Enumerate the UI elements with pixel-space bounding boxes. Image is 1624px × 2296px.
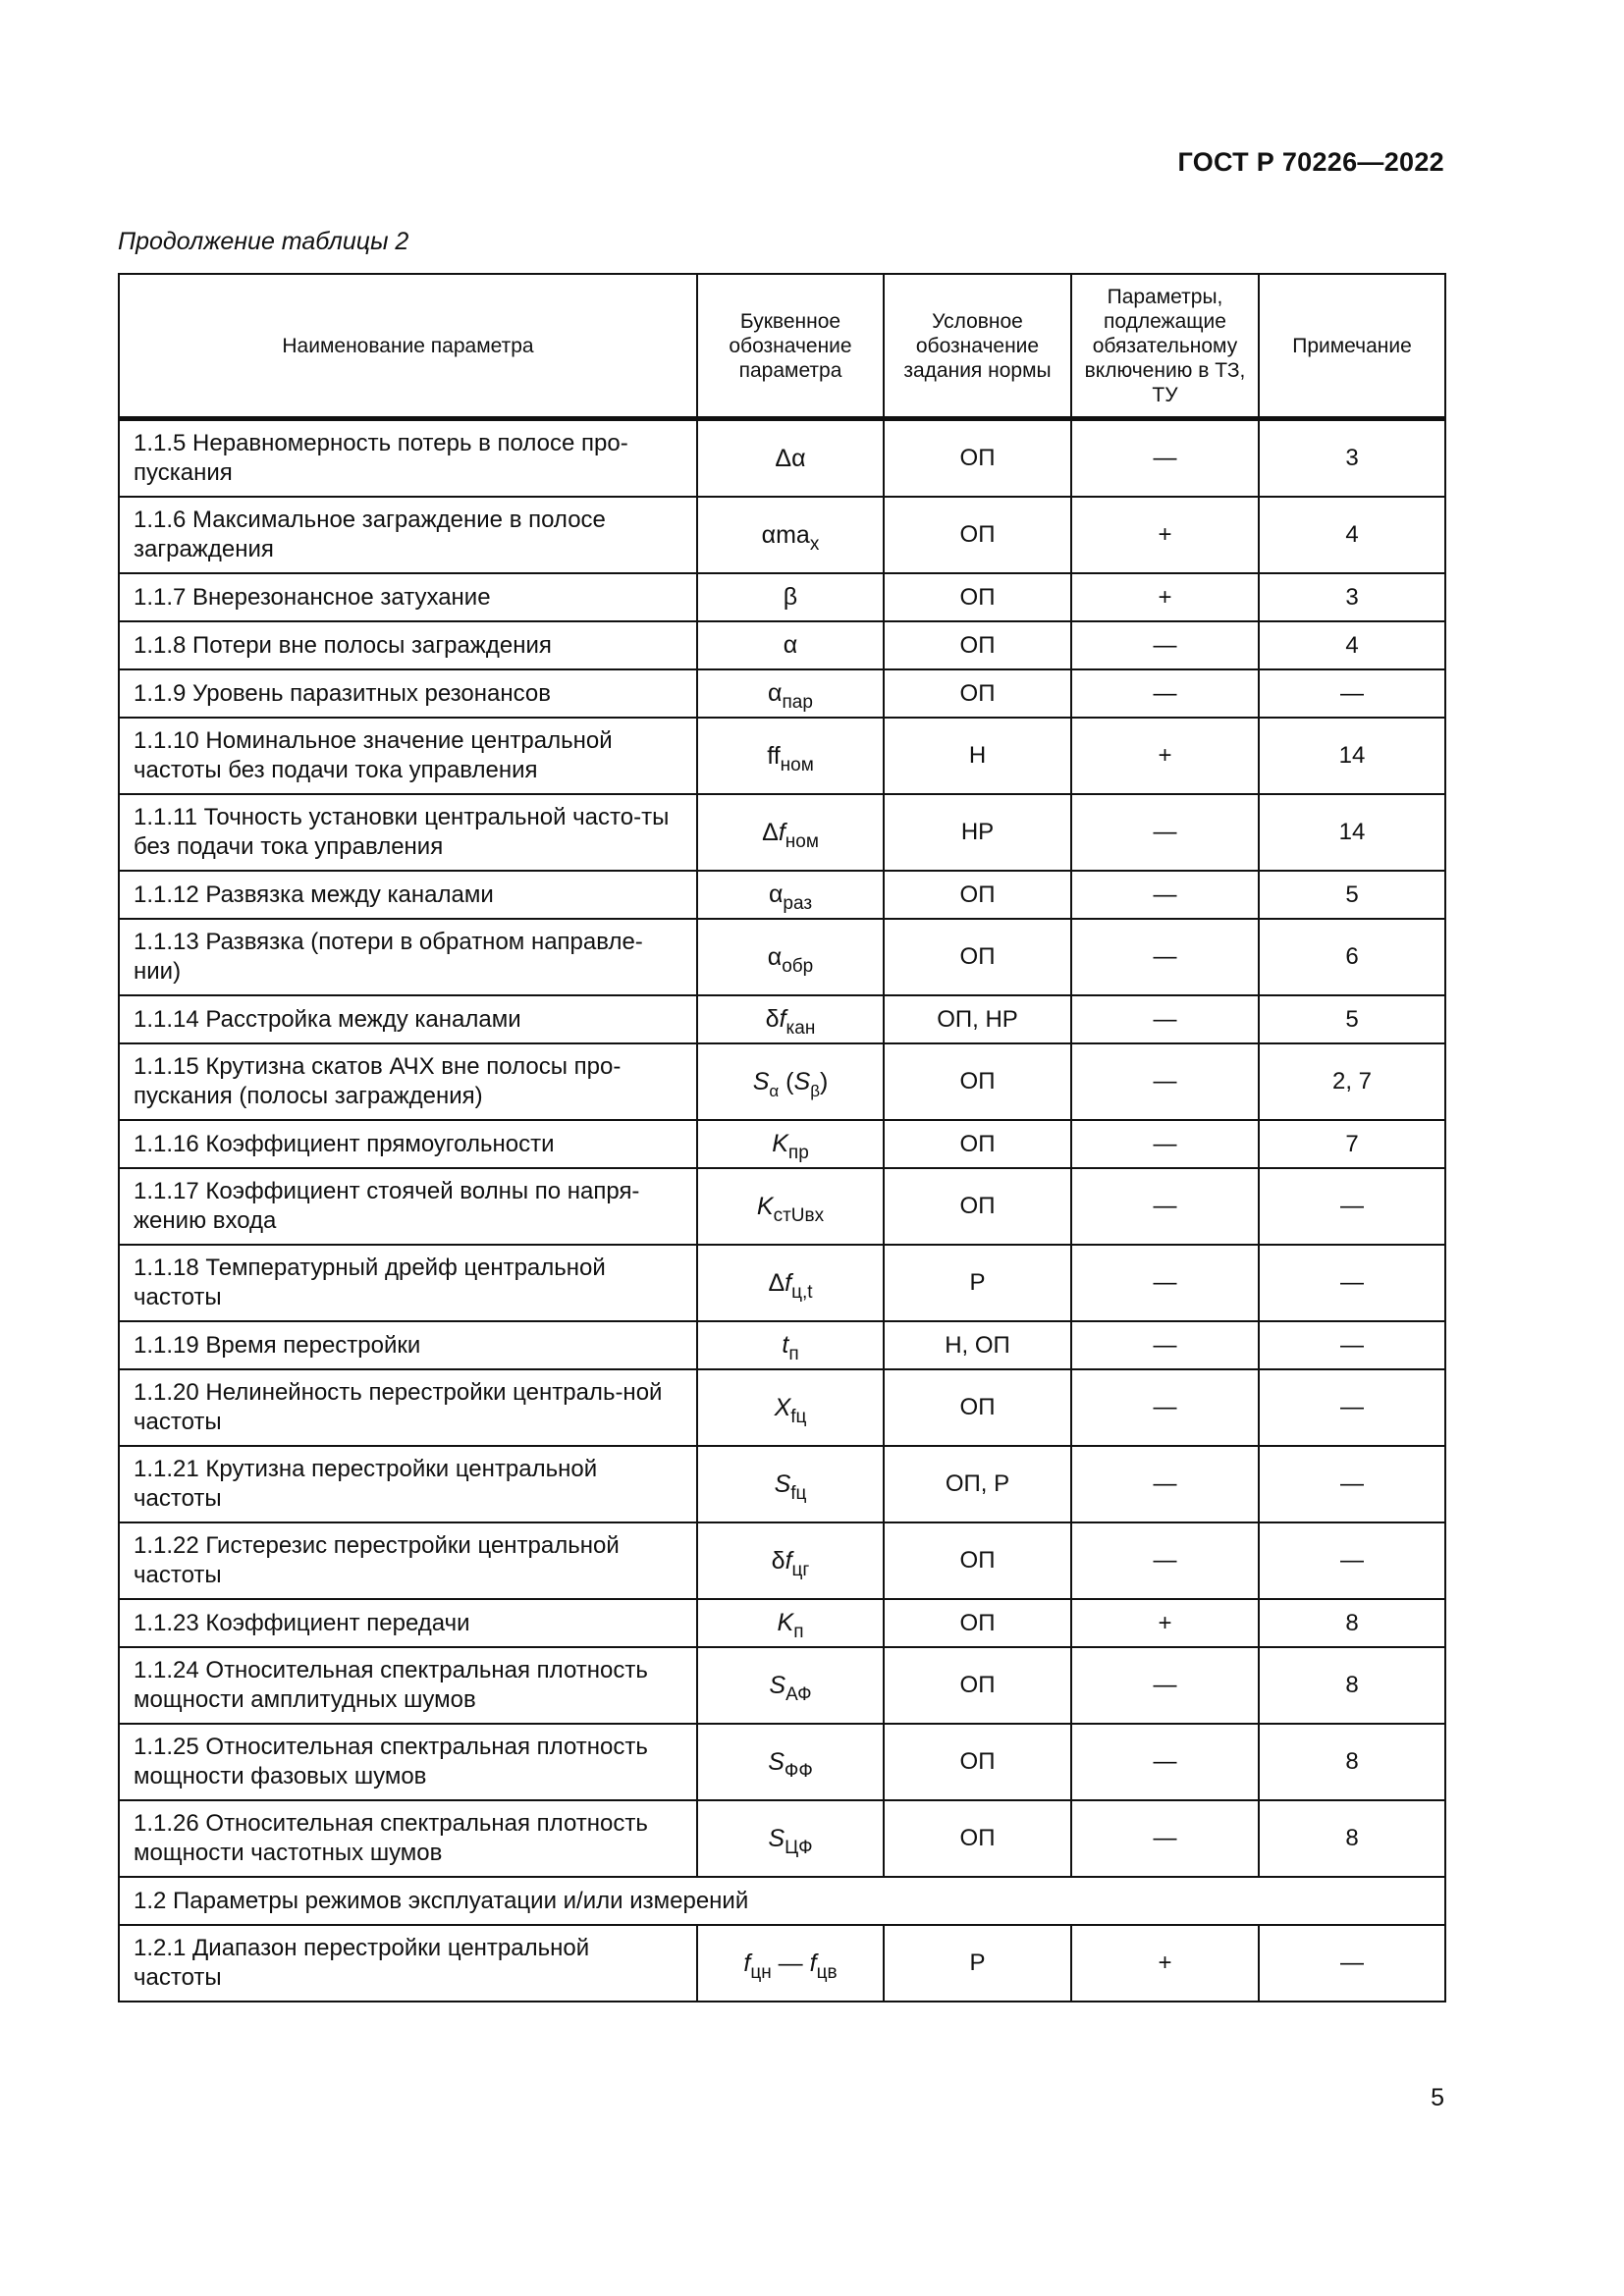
note-cell: 8 — [1259, 1724, 1445, 1800]
param-symbol — [697, 1925, 884, 2002]
mandatory-cell: — — [1071, 794, 1259, 871]
note-cell: — — [1259, 1925, 1445, 2002]
symbol-text: $\delta f_{цг}$ — [771, 1546, 810, 1580]
table-row — [119, 871, 1445, 919]
norm-cell: ОП — [884, 1522, 1071, 1599]
symbol-text: $t_п$ — [782, 1331, 799, 1364]
mandatory-cell: — — [1071, 1446, 1259, 1522]
table-row — [119, 1120, 1445, 1168]
symbol-text: $ff_{ном}$ — [767, 741, 814, 775]
param-name: 1.1.14 Расстройка между каналами — [119, 995, 697, 1043]
symbol-text: $S_{fц}$ — [774, 1469, 807, 1504]
symbol-text: $\alpha_{пар}$ — [768, 679, 813, 713]
norm-cell: ОП — [884, 871, 1071, 919]
table-row — [119, 669, 1445, 718]
param-symbol — [697, 1043, 884, 1120]
note-cell: — — [1259, 1522, 1445, 1599]
param-name: 1.1.23 Коэффициент передачи — [119, 1599, 697, 1647]
norm-cell: ОП, Р — [884, 1446, 1071, 1522]
table-caption: Продолжение таблицы 2 — [118, 228, 409, 255]
norm-cell: ОП — [884, 1043, 1071, 1120]
symbol-text: $K_п$ — [777, 1609, 804, 1642]
param-name: 1.1.10 Номинальное значение центральной частоты без подачи тока управления — [119, 718, 697, 794]
mandatory-cell: — — [1071, 1369, 1259, 1446]
mandatory-cell: — — [1071, 621, 1259, 669]
param-name: 1.1.5 Неравномерность потерь в полосе про-пускания — [119, 419, 697, 498]
norm-cell: ОП — [884, 1369, 1071, 1446]
param-name: 1.1.11 Точность установки центральной часто-ты без подачи тока управления — [119, 794, 697, 871]
col-header-symbol: Буквенное обозначение параметра — [697, 274, 884, 419]
symbol-text: $\delta f_{кан}$ — [765, 1005, 816, 1039]
param-symbol — [697, 919, 884, 995]
param-name: 1.1.22 Гистерезис перестройки центральной частоты — [119, 1522, 697, 1599]
param-name: 1.1.9 Уровень паразитных резонансов — [119, 669, 697, 718]
mandatory-cell: + — [1071, 497, 1259, 573]
param-name: 1.1.7 Внерезонансное затухание — [119, 573, 697, 621]
norm-cell: ОП — [884, 669, 1071, 718]
table-row — [119, 1446, 1445, 1522]
symbol-text: $\alpha_{раз}$ — [768, 881, 813, 914]
col-header-norm: Условное обозначение задания нормы — [884, 274, 1071, 419]
param-symbol — [697, 1724, 884, 1800]
norm-cell: ОП — [884, 1599, 1071, 1647]
document-code: ГОСТ Р 70226—2022 — [1177, 147, 1444, 177]
param-name: 1.1.13 Развязка (потери в обратном направле-нии) — [119, 919, 697, 995]
table-row — [119, 919, 1445, 995]
norm-cell: ОП — [884, 1724, 1071, 1800]
symbol-text: $K_{стUвх}$ — [756, 1192, 825, 1226]
param-name: 1.1.19 Время перестройки — [119, 1321, 697, 1369]
mandatory-cell: — — [1071, 669, 1259, 718]
mandatory-cell: — — [1071, 1321, 1259, 1369]
table-row — [119, 573, 1445, 621]
page-number: 5 — [1431, 2084, 1444, 2111]
norm-cell: ОП — [884, 419, 1071, 498]
param-name: 1.1.15 Крутизна скатов АЧХ вне полосы про-пускания (полосы заграждения) — [119, 1043, 697, 1120]
table-row — [119, 1800, 1445, 1877]
param-name: 1.2.1 Диапазон перестройки центральной частоты — [119, 1925, 697, 2002]
symbol-text: $K_{пр}$ — [772, 1130, 809, 1163]
mandatory-cell: + — [1071, 718, 1259, 794]
param-name: 1.1.16 Коэффициент прямоугольности — [119, 1120, 697, 1168]
norm-cell: Р — [884, 1925, 1071, 2002]
param-symbol — [697, 497, 884, 573]
param-symbol — [697, 669, 884, 718]
symbol-text: $X_{fц}$ — [774, 1393, 807, 1427]
note-cell: 5 — [1259, 871, 1445, 919]
norm-cell: Н — [884, 718, 1071, 794]
param-symbol — [697, 1647, 884, 1724]
mandatory-cell: — — [1071, 871, 1259, 919]
mandatory-cell: — — [1071, 1120, 1259, 1168]
param-symbol — [697, 621, 884, 669]
symbol-text: β — [783, 583, 798, 611]
norm-cell: ОП — [884, 1800, 1071, 1877]
table-row — [119, 1043, 1445, 1120]
note-cell: 8 — [1259, 1800, 1445, 1877]
symbol-text: $\Delta f_{ном}$ — [762, 818, 819, 852]
col-header-mandatory: Параметры, подлежащие обязательному включению в ТЗ, ТУ — [1071, 274, 1259, 419]
param-name: 1.1.20 Нелинейность перестройки централь-ной частоты — [119, 1369, 697, 1446]
mandatory-cell: + — [1071, 1599, 1259, 1647]
norm-cell: ОП — [884, 1647, 1071, 1724]
param-name: 1.1.6 Максимальное заграждение в полосе заграждения — [119, 497, 697, 573]
param-symbol — [697, 1446, 884, 1522]
param-name: 1.1.26 Относительная спектральная плотность мощности частотных шумов — [119, 1800, 697, 1877]
norm-cell: ОП — [884, 1120, 1071, 1168]
norm-cell: ОП, НР — [884, 995, 1071, 1043]
param-name: 1.1.21 Крутизна перестройки центральной частоты — [119, 1446, 697, 1522]
table-row — [119, 1724, 1445, 1800]
param-symbol — [697, 794, 884, 871]
note-cell: 2, 7 — [1259, 1043, 1445, 1120]
table-section-row — [119, 1877, 1445, 1925]
symbol-text: α — [783, 631, 798, 659]
note-cell: 7 — [1259, 1120, 1445, 1168]
table-row — [119, 718, 1445, 794]
table-row — [119, 794, 1445, 871]
table-row — [119, 995, 1445, 1043]
note-cell: 5 — [1259, 995, 1445, 1043]
mandatory-cell: + — [1071, 573, 1259, 621]
param-symbol — [697, 1168, 884, 1245]
param-symbol — [697, 871, 884, 919]
table-header-row — [119, 274, 1445, 419]
note-cell: 4 — [1259, 621, 1445, 669]
table-row — [119, 1522, 1445, 1599]
norm-cell: НР — [884, 794, 1071, 871]
mandatory-cell: — — [1071, 1168, 1259, 1245]
table-row — [119, 1369, 1445, 1446]
table-row — [119, 419, 1445, 498]
note-cell: 3 — [1259, 419, 1445, 498]
note-cell: 8 — [1259, 1647, 1445, 1724]
table-row — [119, 1647, 1445, 1724]
norm-cell: Н, ОП — [884, 1321, 1071, 1369]
mandatory-cell: — — [1071, 1724, 1259, 1800]
note-cell: 14 — [1259, 718, 1445, 794]
mandatory-cell: — — [1071, 1800, 1259, 1877]
note-cell: 8 — [1259, 1599, 1445, 1647]
symbol-text: αma$_x$ — [761, 520, 820, 555]
param-symbol — [697, 995, 884, 1043]
param-symbol — [697, 1522, 884, 1599]
table-row — [119, 497, 1445, 573]
mandatory-cell: — — [1071, 1522, 1259, 1599]
mandatory-cell: — — [1071, 919, 1259, 995]
param-symbol — [697, 573, 884, 621]
table-row — [119, 1168, 1445, 1245]
param-name: 1.1.24 Относительная спектральная плотность мощности амплитудных шумов — [119, 1647, 697, 1724]
norm-cell: ОП — [884, 573, 1071, 621]
note-cell: 6 — [1259, 919, 1445, 995]
param-symbol — [697, 718, 884, 794]
symbol-text: $f_{цн}$ — $f_{цв}$ — [743, 1949, 838, 1983]
note-cell: — — [1259, 1168, 1445, 1245]
norm-cell: Р — [884, 1245, 1071, 1321]
table-row — [119, 1925, 1445, 2002]
note-cell: 4 — [1259, 497, 1445, 573]
symbol-text: $\Delta f_{ц,t}$ — [768, 1268, 813, 1303]
note-cell: — — [1259, 1446, 1445, 1522]
note-cell: — — [1259, 1369, 1445, 1446]
mandatory-cell: — — [1071, 995, 1259, 1043]
param-symbol — [697, 1245, 884, 1321]
param-symbol — [697, 1120, 884, 1168]
note-cell: 3 — [1259, 573, 1445, 621]
table-row — [119, 1321, 1445, 1369]
param-symbol — [697, 1599, 884, 1647]
symbol-text: $S_{ФФ}$ — [768, 1747, 813, 1782]
symbol-text: $S_{ЦФ}$ — [768, 1824, 813, 1858]
param-name: 1.1.25 Относительная спектральная плотность мощности фазовых шумов — [119, 1724, 697, 1800]
param-name: 1.1.17 Коэффициент стоячей волны по напря-жению входа — [119, 1168, 697, 1245]
table-row — [119, 1245, 1445, 1321]
mandatory-cell: + — [1071, 1925, 1259, 2002]
note-cell: — — [1259, 1245, 1445, 1321]
mandatory-cell: — — [1071, 1245, 1259, 1321]
norm-cell: ОП — [884, 919, 1071, 995]
table-row — [119, 621, 1445, 669]
param-symbol — [697, 1369, 884, 1446]
param-name: 1.1.8 Потери вне полосы заграждения — [119, 621, 697, 669]
mandatory-cell: — — [1071, 1043, 1259, 1120]
note-cell: 14 — [1259, 794, 1445, 871]
param-symbol — [697, 419, 884, 498]
mandatory-cell: — — [1071, 1647, 1259, 1724]
note-cell: — — [1259, 1321, 1445, 1369]
param-name: 1.1.18 Температурный дрейф центральной частоты — [119, 1245, 697, 1321]
note-cell: — — [1259, 669, 1445, 718]
param-symbol — [697, 1321, 884, 1369]
symbol-text: Δα — [775, 444, 806, 472]
col-header-name: Наименование параметра — [119, 274, 697, 419]
symbol-text: $S_\alpha$ $(S_\beta)$ — [752, 1067, 829, 1100]
parameters-table — [118, 273, 1446, 2002]
table-row — [119, 1599, 1445, 1647]
norm-cell: ОП — [884, 497, 1071, 573]
param-name: 1.1.12 Развязка между каналами — [119, 871, 697, 919]
col-header-note: Примечание — [1259, 274, 1445, 419]
mandatory-cell: — — [1071, 419, 1259, 498]
param-symbol — [697, 1800, 884, 1877]
section-heading: 1.2 Параметры режимов эксплуатации и/или измерений — [119, 1877, 1445, 1925]
symbol-text: $\alpha_{обр}$ — [767, 942, 814, 977]
norm-cell: ОП — [884, 621, 1071, 669]
symbol-text: $S_{АФ}$ — [769, 1671, 812, 1705]
norm-cell: ОП — [884, 1168, 1071, 1245]
